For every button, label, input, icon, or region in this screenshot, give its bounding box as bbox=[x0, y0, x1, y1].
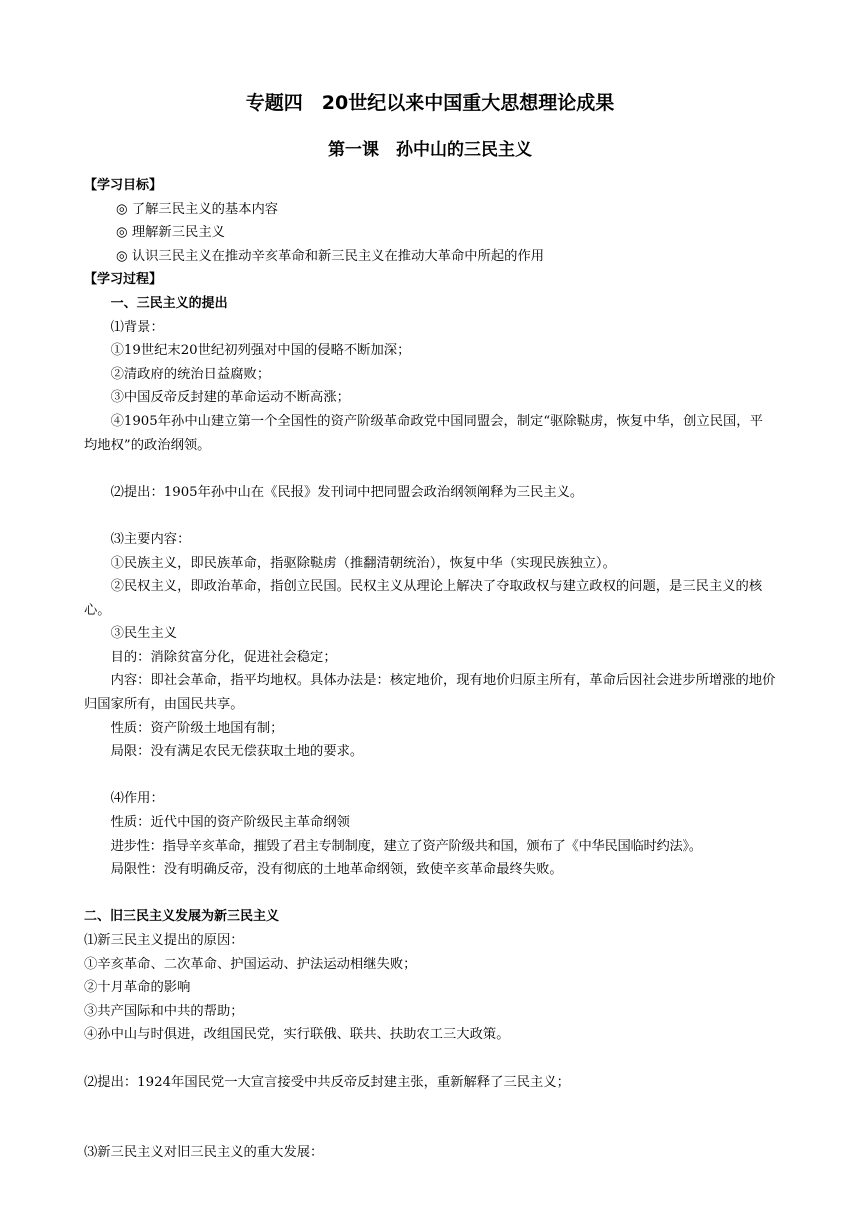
goals-heading: 【学习目标】 bbox=[84, 178, 163, 193]
content-item: ②民权主义，即政治革命，指创立民国。民权主义从理论上解决了夺取政权与建立政权的问题，是三民主义的核心。 bbox=[84, 579, 763, 618]
spacer bbox=[84, 504, 776, 528]
background-item: ④1905年孙中山建立第一个全国性的资产阶级革命政党中国同盟会，制定“驱除鞑虏，恢复中华，创立民国，平均地权”的政治纲领。 bbox=[84, 413, 763, 453]
document-body bbox=[84, 174, 776, 1165]
effect-item: 局限性：没有明确反帝，没有彻底的土地革命纲领，致使辛亥革命最终失败。 bbox=[110, 862, 563, 878]
spacer bbox=[84, 882, 776, 906]
background-label: ⑴背景： bbox=[110, 319, 164, 335]
process-heading: 【学习过程】 bbox=[84, 272, 163, 288]
goal-item: ◎ 认识三民主义在推动辛亥革命和新三民主义在推动大革命中所起的作用 bbox=[116, 248, 545, 264]
page-title: 专题四 20世纪以来中国重大思想理论成果 bbox=[245, 92, 615, 114]
section2-title: 二、旧三民主义发展为新三民主义 bbox=[84, 909, 280, 925]
content-item: 性质：资产阶级土地国有制； bbox=[110, 720, 284, 736]
effect-item: 进步性：指导辛亥革命，摧毁了君主专制制度，建立了资产阶级共和国，颁布了《中华民国临时约法》。 bbox=[110, 838, 702, 854]
propose2-text: ⑵提出：1924年国民党一大宣言接受中共反帝反封建主张，重新解释了三民主义； bbox=[84, 1074, 570, 1090]
reason-item: ①辛亥革命、二次革命、护国运动、护法运动相继失败； bbox=[84, 956, 417, 972]
effect-item: 性质：近代中国的资产阶级民主革命纲领 bbox=[110, 815, 350, 831]
content-label: ⑶主要内容： bbox=[110, 531, 191, 547]
development-label: ⑶新三民主义对旧三民主义的重大发展： bbox=[84, 1145, 324, 1161]
reason-item: ④孙中山与时俱进，改组国民党，实行联俄、联共、扶助农工三大政策。 bbox=[84, 1027, 510, 1043]
background-item: ③中国反帝反封建的革命运动不断高涨； bbox=[110, 390, 350, 406]
content-item: 局限：没有满足农民无偿获取土地的要求。 bbox=[110, 744, 364, 760]
reason-item: ②十月革命的影响 bbox=[84, 980, 191, 996]
effect-label: ⑷作用： bbox=[110, 791, 164, 807]
lesson-title: 第一课 孙中山的三民主义 bbox=[328, 140, 532, 160]
reason-label: ⑴新三民主义提出的原因： bbox=[84, 933, 244, 948]
spacer bbox=[84, 764, 776, 788]
content-item: ③民生主义 bbox=[110, 626, 178, 642]
background-item: ①19世纪末20世纪初列强对中国的侵略不断加深； bbox=[110, 343, 411, 359]
document-page bbox=[84, 88, 776, 1165]
goal-item: ◎ 理解新三民主义 bbox=[116, 225, 225, 241]
content-item: 内容：即社会革命，指平均地权。具体办法是：核定地价，现有地价归原主所有，革命后因社会进步所增涨的地价归国家所有，由国民共享。 bbox=[84, 673, 776, 713]
content-item: ①民族主义，即民族革命，指驱除鞑虏（推翻清朝统治），恢复中华（实现民族独立）。 bbox=[110, 555, 616, 571]
spacer bbox=[84, 1047, 776, 1071]
propose-text: ⑵提出：1905年孙中山在《民报》发刊词中把同盟会政治纲领阐释为三民主义。 bbox=[110, 484, 584, 500]
reason-item: ③共产国际和中共的帮助； bbox=[84, 1003, 244, 1019]
section1-title: 一、三民主义的提出 bbox=[110, 295, 228, 311]
spacer bbox=[84, 457, 776, 481]
content-item: 目的：消除贫富分化，促进社会稳定； bbox=[110, 649, 337, 665]
goal-item: ◎ 了解三民主义的基本内容 bbox=[116, 201, 279, 217]
background-item: ②清政府的统治日益腐败； bbox=[110, 366, 271, 382]
spacer bbox=[84, 1094, 776, 1141]
